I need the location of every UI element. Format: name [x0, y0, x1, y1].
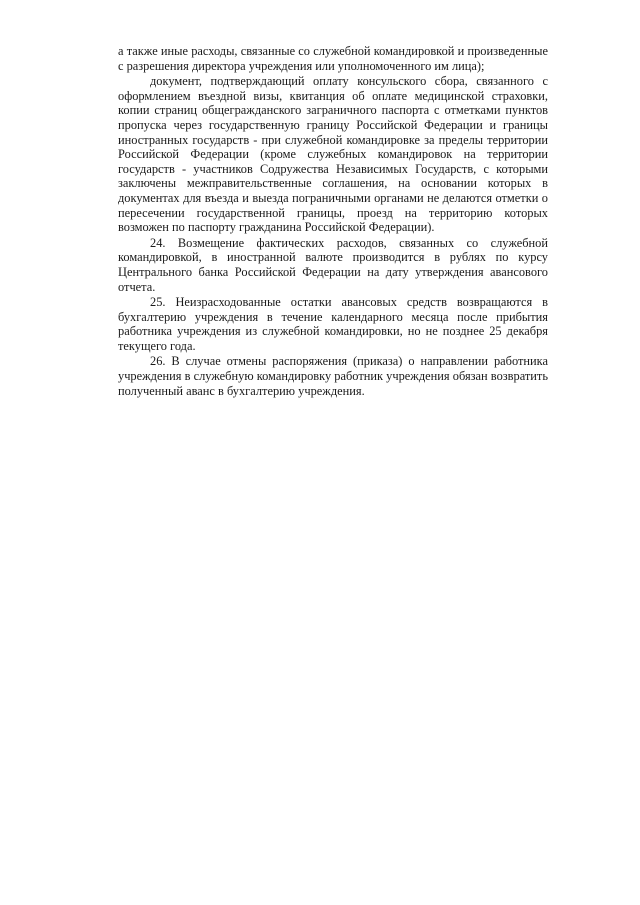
document-body — [118, 44, 548, 399]
paragraph-continuation: а также иные расходы, связанные со служебной командировкой и произведенные с разрешения директора учреждения или уполномоченного им лица); — [118, 44, 548, 73]
paragraph-26: 26. В случае отмены распоряжения (приказа) о направлении работника учреждения в служебную командировку работник учреждения обязан возвратить полученный аванс в бухгалтерию учреждения. — [118, 354, 548, 398]
paragraph-consular-fee: документ, подтверждающий оплату консульского сбора, связанного с оформлением въездной визы, квитанция об оплате медицинской страховки, копии страниц общегражданского заграничного паспорта с отметками пунктов пропуска через государственную границу Российской Федерации и границы иностранных государств - при служебной командировке за пределы территории Российской Федерации (кроме служебных командировок на территории государств - участников Содружества Независимых Государств, с которыми заключены межправительственные соглашения, на основании которых в документах для въезда и выезда пограничными органами не делаются отметки о пересечении государственной границы, проезд на территорию которых возможен по паспорту гражданина Российской Федерации). — [118, 74, 548, 235]
paragraph-24: 24. Возмещение фактических расходов, связанных со служебной командировкой, в иностранной валюте производится в рублях по курсу Центрального банка Российской Федерации на дату утверждения авансового отчета. — [118, 235, 548, 294]
paragraph-25: 25. Неизрасходованные остатки авансовых средств возвращаются в бухгалтерию учреждения в течение календарного месяца после прибытия работника учреждения из служебной командировки, но не позднее 25 декабря текущего года. — [118, 295, 548, 353]
